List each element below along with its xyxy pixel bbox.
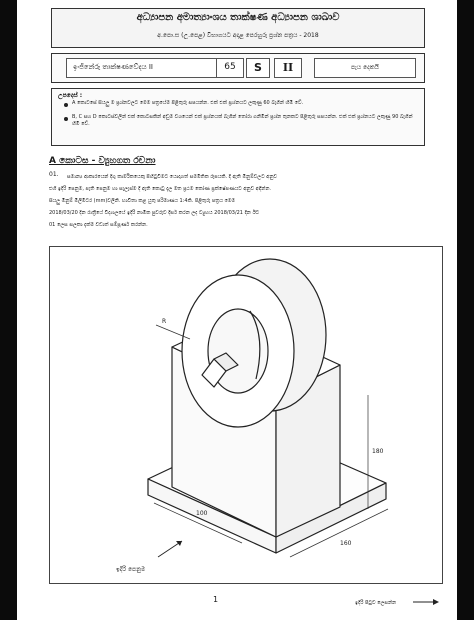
- plan-label: ඉදිරි පිටුව ලෙසන්න: [355, 600, 397, 606]
- exam-subtitle: අ.පො.ස (උ.පෙළ) විභාගයට අදාළ පෙරහුරු ප්‍රශ්න පත්‍රය - 2018: [157, 32, 319, 39]
- question-line: සමාන්‍ය ආකාරයෙන් දිගු කාර්මිකයෙකු පිහිටුවීමට යොදාගත් සමමිතික රූපයකි. දී ඇති මිනුම්වලට අනුව: [67, 174, 278, 180]
- instructions-box: [51, 88, 425, 146]
- question-line: 2018/03/20 දින රාත්‍රීයේ විද්‍යාලයේ ඉදිරි නාමික පුවරුව දීර්ඝ කරන ලද ව්‍යුහය 2018/03/21 දින ඊට: [49, 210, 260, 216]
- dim-height: 180: [372, 448, 384, 455]
- part-cell: [274, 58, 302, 78]
- drawing-frame: [49, 246, 443, 584]
- instruction-bullet-2: [64, 117, 68, 121]
- subject-box: [51, 53, 425, 83]
- dim-radius: R: [162, 318, 167, 325]
- question-number: 01.: [49, 171, 59, 178]
- exam-page: [17, 0, 457, 620]
- part-label: II: [282, 61, 294, 74]
- front-view-label: ඉදිරි පෙනුම: [116, 566, 146, 573]
- isometric-drawing: [50, 247, 442, 583]
- duration-cell: [314, 58, 416, 78]
- subject-code: 65: [224, 62, 236, 72]
- header-box: [51, 8, 425, 48]
- question-line: 01 ලෙස සලකා දැක්ම වඩාත් සම්පූර්ණ කරන්න.: [49, 222, 148, 228]
- instruction-bullet-1: [64, 103, 68, 107]
- instruction-item-2: B, C සහ D කොටස්වලින් එක් කොටසකින් අඩුම වශයෙන් එක් ප්‍රශ්නයක් බැගින් තෝරා ගනිමින් ප්‍රශ්න තුනකට පිළිතුරු සපයන්න. එක් එක් ප්‍රශ්නයට ලකුණු 90 බැගින් හිමි වේ.: [72, 114, 413, 127]
- medium-code: S: [254, 61, 262, 74]
- instruction-item-1: A කොටසේ සියලු ම ප්‍රශ්නවලට මෙම පත්‍රයේම පිළිතුරු සපයන්න. එක් එක් ප්‍රශ්නයට ලකුණු 60 බැගින් හිමි වේ.: [72, 100, 304, 106]
- dim-depth: 160: [340, 540, 352, 547]
- section-title: A කොටස - ව්‍යුහගත රචනා: [49, 156, 156, 166]
- plan-arrow-icon: [413, 598, 439, 606]
- question-text: [49, 171, 443, 231]
- subject-code-cell: [216, 58, 244, 78]
- dim-width: 100: [196, 510, 208, 517]
- question-line: එහි ඉදිරි පෙනුම, පැති පෙනුම හා සැලැස්ම දී ඇති කොටු දැල මත ප්‍රථම කෝණ ප්‍රක්ෂේපණයට අනුව අඳින්න.: [49, 186, 272, 192]
- duration: පැය දෙකයි: [351, 64, 379, 71]
- question-line: සියලු මිනුම් මිලිමීටර (mm)වලිනි. භාවිතා කළ යුතු පරිමාණය 1:4කි. පිළිතුරු පත්‍රය මෙම: [49, 198, 236, 204]
- ministry-title: අධ්‍යාපන අමාත්‍යාංශය තාක්ෂණ අධ්‍යාපන ශාඛාව: [136, 12, 340, 23]
- subject-name-cell: [66, 58, 238, 78]
- instructions-heading: උපදෙස් :: [58, 92, 83, 99]
- front-view-arrowhead: [176, 541, 182, 546]
- subject-name: ඉංජිනේරු තාක්ෂණවේදය II: [73, 63, 153, 71]
- page-number: 1: [213, 595, 219, 604]
- medium-cell: [246, 58, 270, 78]
